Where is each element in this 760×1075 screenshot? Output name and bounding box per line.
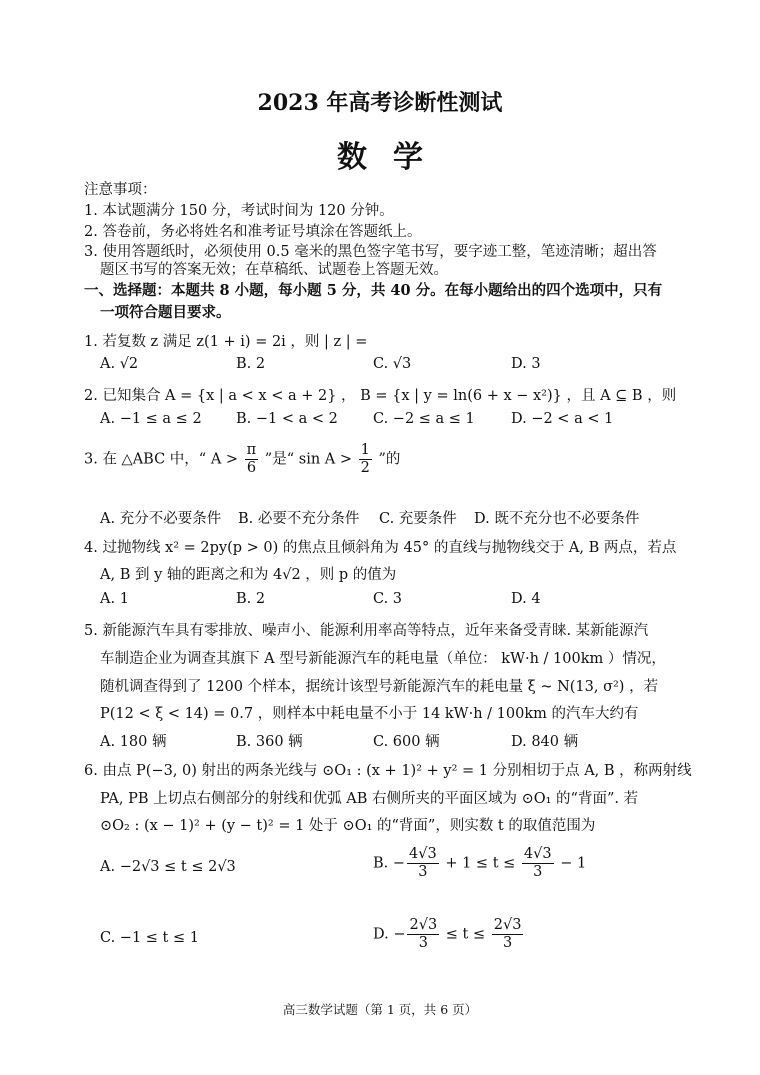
question-2-stem: 2. 已知集合 A = {x | a < x < a + 2} ， B = {x | y = ln(6 + x − x²)} ，且 A ⊆ B ，则 bbox=[84, 388, 677, 404]
q6-option-b: B. − $\frac{4√3}{3}$ + 1 ≤ t ≤ $\frac{4√3}{3}$ − 1 bbox=[373, 846, 587, 880]
q4-option-d: D. 4 bbox=[511, 591, 541, 607]
question-4-stem-cont: A, B 到 y 轴的距离之和为 4√2 ，则 p 的值为 bbox=[100, 567, 397, 583]
question-6-line-3: ⊙O₂ : (x − 1)² + (y − t)² = 1 处于 ⊙O₁ 的“背面”，则实数 t 的取值范围为 bbox=[100, 818, 596, 834]
q5-option-c: C. 600 辆 bbox=[373, 734, 440, 750]
notice-item-3: 3. 使用答题纸时，必须使用 0.5 毫米的黑色签字笔书写，要字迹工整，笔迹清晰；超出答 bbox=[84, 244, 657, 260]
notice-item-3-cont: 题区书写的答案无效；在草稿纸、试题卷上答题无效。 bbox=[100, 262, 448, 278]
q5-option-a: A. 180 辆 bbox=[100, 734, 167, 750]
q3-option-b: B. 必要不充分条件 bbox=[238, 511, 360, 527]
fraction-pi-over-6: $\frac{\pi}{6}$ bbox=[246, 442, 257, 476]
q5-option-b: B. 360 辆 bbox=[236, 734, 303, 750]
q2-option-c: C. −2 ≤ a ≤ 1 bbox=[373, 411, 475, 427]
q4-option-b: B. 2 bbox=[236, 591, 266, 607]
notice-heading: 注意事项： bbox=[84, 182, 157, 198]
q1-option-a: A. √2 bbox=[100, 356, 139, 372]
page-footer: 高三数学试题（第 1 页，共 6 页） bbox=[282, 1002, 478, 1017]
question-5-line-4: P(12 < ξ < 14) = 0.7 ，则样本中耗电量不小于 14 kW·h / 100km 的汽车大约有 bbox=[100, 706, 639, 722]
notice-item-1: 1. 本试题满分 150 分，考试时间为 120 分钟。 bbox=[84, 203, 394, 219]
q1-option-b: B. 2 bbox=[236, 356, 266, 372]
q2-option-b: B. −1 < a < 2 bbox=[236, 411, 338, 427]
q4-option-a: A. 1 bbox=[100, 591, 129, 607]
question-5-stem: 5. 新能源汽车具有零排放、噪声小、能源利用率高等特点，近年来备受青睐. 某新能源汽 bbox=[84, 623, 649, 639]
section-heading-cont: 一项符合题目要求。 bbox=[100, 304, 231, 321]
q3-option-c: C. 充要条件 bbox=[379, 511, 457, 527]
question-6-line-2: PA, PB 上切点右侧部分的射线和优弧 AB 右侧所夹的平面区域为 ⊙O₁ 的“背面”. 若 bbox=[100, 791, 639, 807]
q5-option-d: D. 840 辆 bbox=[511, 734, 579, 750]
q2-option-d: D. −2 < a < 1 bbox=[511, 411, 614, 427]
q1-option-d: D. 3 bbox=[511, 356, 541, 372]
exam-subject: 数学 bbox=[337, 140, 449, 175]
question-3-stem: 3. 在 △ABC 中，“ A > $\frac{\pi}{6}$ ”是“ sin A > $\frac{1}{2}$ ”的 bbox=[84, 442, 401, 476]
question-5-line-3: 随机调查得到了 1200 个样本，据统计该型号新能源汽车的耗电量 ξ ~ N(13, σ²) ，若 bbox=[100, 679, 659, 695]
q6-option-d: D. − $\frac{2√3}{3}$ ≤ t ≤ $\frac{2√3}{3}$ bbox=[373, 917, 522, 951]
question-6-stem: 6. 由点 P(−3, 0) 射出的两条光线与 ⊙O₁ : (x + 1)² + y² = 1 分别相切于点 A, B ，称两射线 bbox=[84, 763, 692, 779]
fraction-1-over-2: $\frac{1}{2}$ bbox=[360, 442, 370, 476]
q6-option-a: A. −2√3 ≤ t ≤ 2√3 bbox=[100, 859, 236, 875]
q1-option-c: C. √3 bbox=[373, 356, 412, 372]
section-heading: 一、选择题：本题共 8 小题，每小题 5 分，共 40 分。在每小题给出的四个选项中，只有 bbox=[84, 282, 663, 299]
q3-option-a: A. 充分不必要条件 bbox=[100, 511, 222, 527]
notice-item-2: 2. 答卷前，务必将姓名和准考证号填涂在答题纸上。 bbox=[84, 224, 422, 240]
q3-option-d: D. 既不充分也不必要条件 bbox=[474, 511, 640, 527]
question-5-line-2: 车制造企业为调查其旗下 A 型号新能源汽车的耗电量（单位： kW·h / 100km ）情况， bbox=[100, 651, 666, 667]
question-4-stem: 4. 过抛物线 x² = 2py(p > 0) 的焦点且倾斜角为 45° 的直线与抛物线交于 A, B 两点，若点 bbox=[84, 540, 677, 556]
q2-option-a: A. −1 ≤ a ≤ 2 bbox=[100, 411, 202, 427]
exam-title: 2023 年高考诊断性测试 bbox=[257, 90, 503, 116]
question-1-stem: 1. 若复数 z 满足 z(1 + i) = 2i ，则 | z | = bbox=[84, 334, 368, 350]
q4-option-c: C. 3 bbox=[373, 591, 403, 607]
q6-option-c: C. −1 ≤ t ≤ 1 bbox=[100, 930, 199, 946]
